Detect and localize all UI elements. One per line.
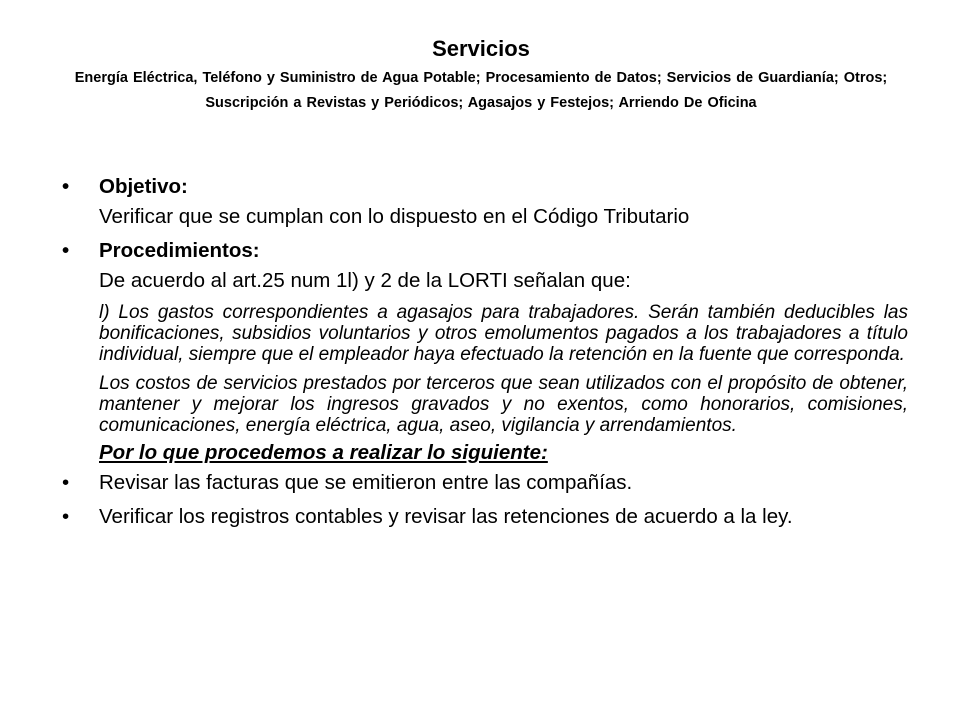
procedimientos-paragraph-2: Los costos de servicios prestados por terceros que sean utilizados con el propósito de obtener, mantener y mejorar los ingresos gravados y no exentos, como honorarios, comisiones, comunicaciones, energía eléctrica, agua, aseo, vigilancia y arrendamientos. [99,373,908,436]
procedimientos-paragraph-1: l) Los gastos correspondientes a agasajos para trabajadores. Serán también deducibles las bonificaciones, subsidios voluntarios y otros emolumentos pagados a los trabajadores a título individual, siempre que el empleador haya efectuado la retención en la fuente que corresponda. [99,302,908,365]
bullet-procedimientos [62,238,908,264]
bullet-objetivo [62,174,908,200]
bullet-step-2 [62,504,908,530]
bullet-dot: • [62,471,70,494]
slide-title: Servicios [432,36,530,61]
objetivo-text: Verificar que se cumplan con lo dispuesto en el Código Tributario [99,205,690,228]
procedimientos-heading: Procedimientos: [99,239,260,262]
bullet-step-1 [62,470,908,496]
objetivo-heading: Objetivo: [99,175,188,198]
procedimientos-intro: De acuerdo al art.25 num 1l) y 2 de la LORTI señalan que: [99,269,631,292]
bullet-dot: • [62,239,70,262]
procedimientos-conclusion: Por lo que procedemos a realizar lo siguiente: [99,441,548,464]
step-text: Revisar las facturas que se emitieron entre las compañías. [99,471,633,494]
bullet-dot: • [62,175,70,198]
step-text: Verificar los registros contables y revisar las retenciones de acuerdo a la ley. [99,505,793,528]
slide-body [62,174,908,530]
slide-subtitle: Energía Eléctrica, Teléfono y Suministro de Agua Potable; Procesamiento de Datos; Servicios de Guardianía; Otros; Suscripción a Revistas y Periódicos; Agasajos y Festejos; Arriendo De Oficina [74,70,888,111]
bullet-dot: • [62,505,70,528]
title-block [58,36,904,116]
